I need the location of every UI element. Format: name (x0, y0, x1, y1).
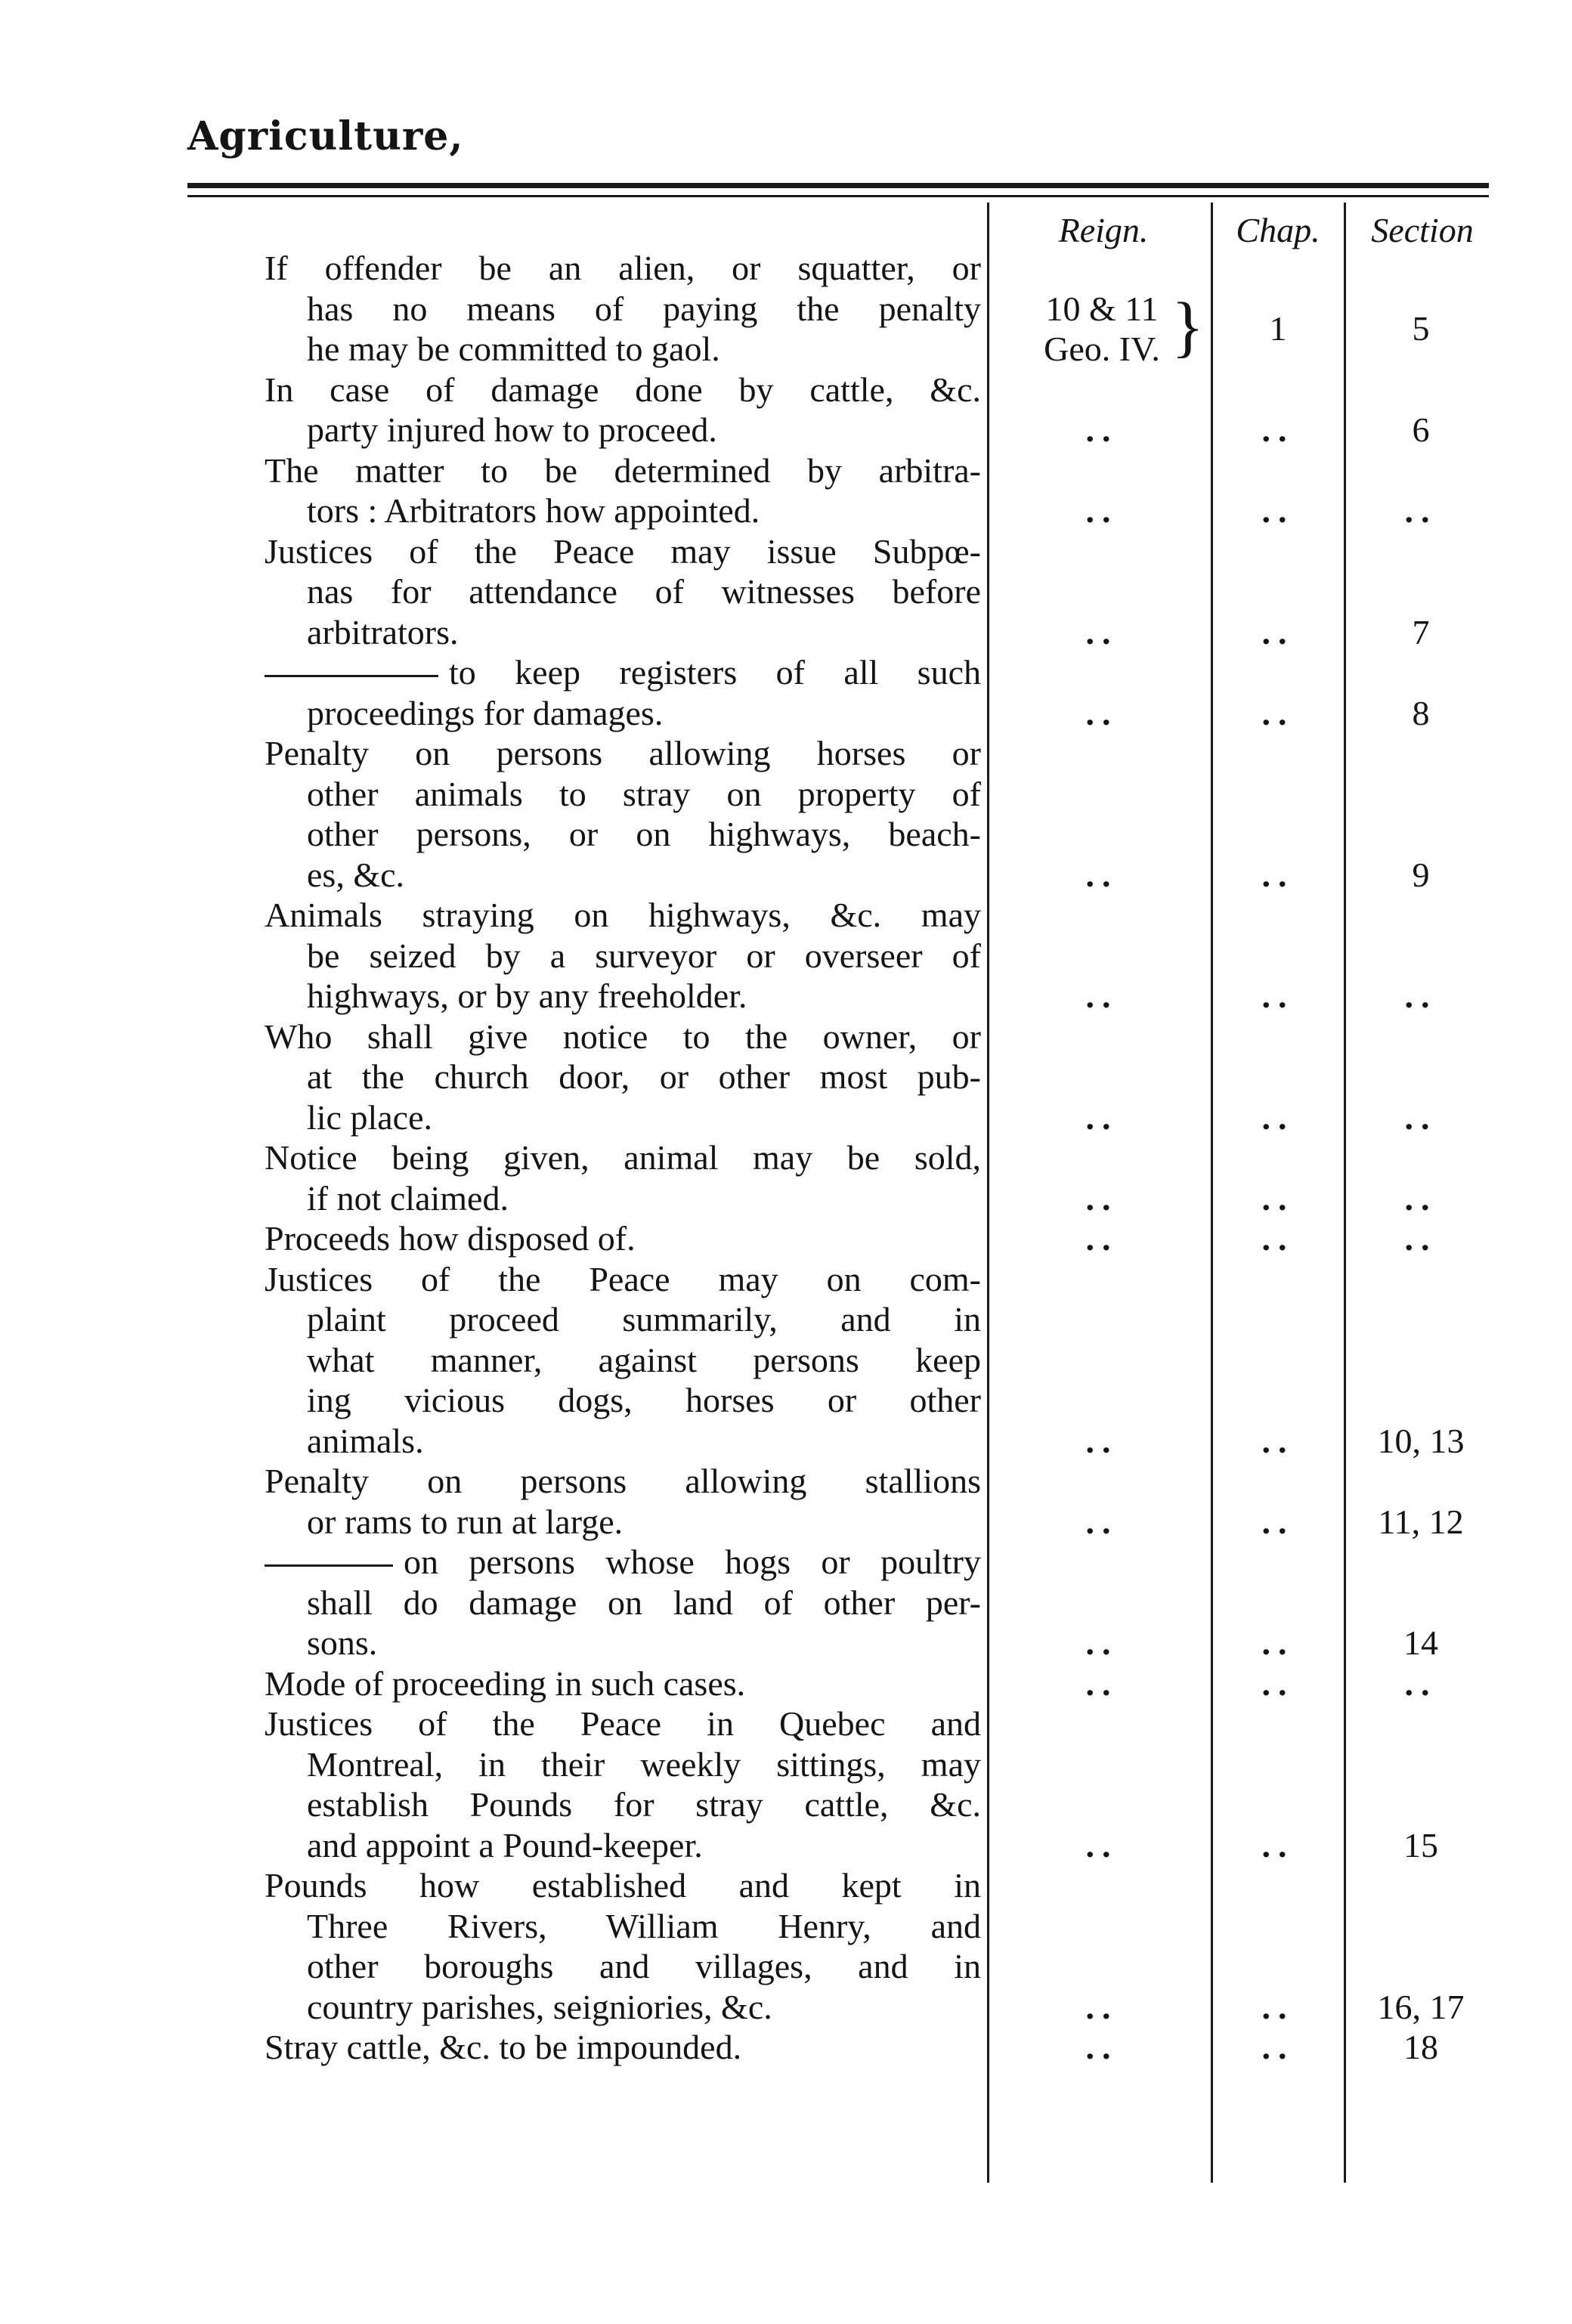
entry-description (265, 370, 981, 450)
entry-line-text: Pounds how established and kept in (265, 1866, 981, 1905)
section-cell: .. (1404, 976, 1437, 1015)
entry-line (265, 289, 981, 330)
entry-description (265, 1137, 981, 1218)
entry-line-text: if not claimed. (307, 1178, 509, 1218)
section-cell: .. (1404, 1178, 1437, 1218)
reign-cell: .. (1085, 410, 1119, 449)
entry-line-text: other persons, or on highways, beach- (307, 815, 981, 853)
entry-line (265, 814, 981, 855)
chap-cell: .. (1261, 1502, 1295, 1541)
chap-cell: .. (1261, 1097, 1295, 1137)
entry-line-text: Penalty on persons allowing horses or (265, 734, 981, 772)
entry-line-text: Three Rivers, William Henry, and (307, 1906, 981, 1945)
entry-line (265, 571, 981, 612)
entry-line (265, 1663, 981, 1704)
entry-line-text: tors : Arbitrators how appointed. (307, 491, 760, 530)
section-cell: 10, 13 (1377, 1421, 1465, 1460)
column-header-section: Section (1371, 211, 1474, 249)
entry-line (265, 1178, 981, 1219)
entry-line (265, 1461, 981, 1502)
entry-line (265, 1987, 981, 2028)
reign-cell: .. (1085, 1663, 1119, 1703)
entry-line-text: Mode of proceeding in such cases. (265, 1663, 746, 1703)
entry-line-text: be seized by a surveyor or overseer of (307, 936, 981, 975)
section-cell: 14 (1403, 1623, 1438, 1662)
ditto-dash (265, 1564, 393, 1567)
reign-cell: .. (1085, 491, 1119, 530)
reign-cell: .. (1085, 855, 1119, 894)
reign-cell: .. (1085, 612, 1119, 651)
chap-cell: .. (1261, 1219, 1295, 1258)
entry-line (265, 1421, 981, 1462)
entry-description (265, 2027, 981, 2068)
reign-cell: .. (1085, 1178, 1119, 1218)
chap-cell: .. (1261, 1987, 1295, 2026)
entry-line (265, 1137, 981, 1178)
chap-cell: .. (1261, 855, 1295, 894)
entry-line-text: Montreal, in their weekly sittings, may (307, 1744, 981, 1784)
ditto-dash (265, 675, 438, 677)
reign-cell: .. (1085, 1825, 1119, 1864)
column-divider-1 (987, 203, 989, 2183)
section-cell: .. (1404, 1097, 1437, 1137)
entry-line-text: at the church door, or other most pub- (307, 1057, 981, 1096)
entry-line (265, 410, 981, 450)
entry-description (265, 531, 981, 653)
reign-cell: .. (1085, 2028, 1119, 2066)
entry-line (265, 1542, 981, 1583)
entry-description (265, 1663, 981, 1704)
entry-description (265, 248, 981, 370)
entry-line (265, 531, 981, 572)
entry-line (265, 2027, 981, 2068)
entry-line (265, 976, 981, 1017)
section-cell: 7 (1412, 612, 1430, 651)
entry-line-text: sons. (307, 1623, 378, 1662)
entry-line-text: and appoint a Pound-keeper. (307, 1825, 703, 1864)
entry-line (265, 248, 981, 289)
reign-cell: .. (1085, 693, 1119, 732)
entry-line (265, 1259, 981, 1300)
section-cell: 9 (1412, 855, 1430, 894)
entry-line (265, 1299, 981, 1340)
entry-description (265, 1461, 981, 1542)
entry-line (265, 370, 981, 410)
entry-description (265, 1704, 981, 1865)
entry-line-text: country parishes, seigniories, &c. (307, 1987, 772, 2026)
chap-cell: .. (1261, 1623, 1295, 1662)
entry-line (265, 652, 981, 693)
chap-cell: .. (1261, 1663, 1295, 1703)
chap-cell: 1 (1269, 308, 1287, 348)
entry-line (265, 1906, 981, 1947)
entry-description (265, 1542, 981, 1663)
section-cell: .. (1404, 491, 1437, 530)
brace-mark: } (1171, 289, 1205, 364)
entry-line (265, 1218, 981, 1259)
entry-line-text: to keep registers of all such (449, 653, 981, 692)
entry-line (265, 612, 981, 653)
entry-line (265, 1340, 981, 1381)
entry-line (265, 1097, 981, 1138)
entry-line-text: party injured how to proceed. (307, 410, 717, 449)
entry-line-text: Justices of the Peace may issue Subpœ- (265, 531, 981, 571)
reign-cell: .. (1085, 1987, 1119, 2026)
entry-line (265, 1825, 981, 1866)
reign-line: 10 & 11 (1045, 289, 1159, 328)
header-rule-thin (187, 195, 1489, 197)
chap-cell: .. (1261, 612, 1295, 651)
reign-cell: .. (1085, 1421, 1119, 1460)
entry-line (265, 1946, 981, 1987)
reign-cell: .. (1085, 1623, 1119, 1662)
running-head: Agriculture, (187, 113, 464, 159)
entry-line-text: nas for attendance of witnesses before (307, 572, 981, 611)
section-cell: .. (1404, 1663, 1437, 1703)
section-cell: 15 (1403, 1825, 1438, 1864)
entry-line (265, 895, 981, 936)
section-cell: 18 (1403, 2028, 1438, 2066)
entry-line-text: establish Pounds for stray cattle, &c. (307, 1785, 981, 1824)
entry-line-text: ing vicious dogs, horses or other (307, 1381, 981, 1419)
chap-cell: .. (1261, 693, 1295, 732)
chap-cell: .. (1261, 491, 1295, 530)
entry-line (265, 774, 981, 815)
column-divider-2 (1211, 203, 1213, 2183)
section-cell: 5 (1412, 308, 1430, 348)
entry-line-text: Notice being given, animal may be sold, (265, 1138, 981, 1177)
chap-cell: .. (1261, 1825, 1295, 1864)
entry-line-text: Stray cattle, &c. to be impounded. (265, 2028, 742, 2066)
entry-description (265, 1259, 981, 1462)
reign-cell: .. (1085, 1097, 1119, 1137)
entry-line-text: other animals to stray on property of (307, 774, 981, 813)
section-cell: 8 (1412, 693, 1430, 732)
entry-line (265, 450, 981, 491)
header-rule-thick (187, 183, 1489, 188)
entry-line (265, 1502, 981, 1543)
chap-cell: .. (1261, 1421, 1295, 1460)
entry-description (265, 1865, 981, 2027)
entry-line-text: or rams to run at large. (307, 1502, 624, 1541)
entry-description (265, 733, 981, 895)
entry-line (265, 1380, 981, 1421)
entry-description (265, 450, 981, 531)
entry-line-text: In case of damage done by cattle, &c. (265, 370, 981, 409)
reign-line: Geo. IV. (1044, 329, 1160, 368)
entry-description (265, 1218, 981, 1259)
entry-line-text: es, &c. (307, 855, 405, 894)
entry-line (265, 1704, 981, 1744)
entry-line (265, 490, 981, 531)
entry-line-text: has no means of paying the penalty (307, 289, 981, 328)
chap-cell: .. (1261, 2028, 1295, 2066)
entry-description (265, 895, 981, 1017)
entry-line-text: Justices of the Peace may on com- (265, 1259, 981, 1298)
entry-line (265, 1784, 981, 1825)
entry-line (265, 329, 981, 370)
chap-cell: .. (1261, 976, 1295, 1015)
entry-description (265, 1017, 981, 1138)
entry-line (265, 1623, 981, 1663)
entry-line-text: If offender be an alien, or squatter, or (265, 249, 981, 287)
entry-line (265, 1744, 981, 1785)
entry-line-text: Animals straying on highways, &c. may (265, 896, 981, 934)
section-cell: .. (1404, 1219, 1437, 1258)
chap-cell: .. (1261, 1178, 1295, 1218)
entry-line (265, 1057, 981, 1097)
entry-line (265, 733, 981, 774)
entry-line-text: shall do damage on land of other per- (307, 1583, 981, 1622)
reign-cell: .. (1085, 1502, 1119, 1541)
entry-line (265, 1865, 981, 1906)
column-header-reign: Reign. (1058, 211, 1149, 249)
entry-line-text: arbitrators. (307, 612, 459, 651)
entry-line-text: Who shall give notice to the owner, or (265, 1017, 981, 1056)
section-cell: 16, 17 (1377, 1987, 1465, 2026)
entry-line (265, 936, 981, 976)
entry-line (265, 1583, 981, 1623)
entry-line-text: Justices of the Peace in Quebec and (265, 1704, 981, 1743)
entry-line-text: Proceeds how disposed of. (265, 1219, 636, 1258)
entry-line-text: what manner, against persons keep (307, 1340, 981, 1379)
entry-line-text: highways, or by any freeholder. (307, 976, 747, 1015)
entry-line (265, 855, 981, 896)
entry-line-text: plaint proceed summarily, and in (307, 1300, 981, 1338)
section-cell: 6 (1412, 410, 1430, 449)
entry-line-text: Penalty on persons allowing stallions (265, 1462, 981, 1500)
entry-line-text: proceedings for damages. (307, 693, 664, 732)
entry-line-text: animals. (307, 1421, 424, 1460)
column-header-chap: Chap. (1236, 211, 1320, 249)
reign-cell: .. (1085, 976, 1119, 1015)
entry-line-text: he may be committed to gaol. (307, 330, 720, 368)
reign-cell: .. (1085, 1219, 1119, 1258)
entry-line-text: lic place. (307, 1097, 433, 1137)
section-cell: 11, 12 (1378, 1502, 1464, 1541)
entry-description (265, 652, 981, 733)
entry-line-text: on persons whose hogs or poultry (404, 1543, 981, 1581)
entry-line (265, 693, 981, 734)
entry-line-text: other boroughs and villages, and in (307, 1947, 981, 1985)
entry-line-text: The matter to be determined by arbitra- (265, 450, 981, 490)
entry-line (265, 1017, 981, 1057)
chap-cell: .. (1261, 410, 1295, 449)
